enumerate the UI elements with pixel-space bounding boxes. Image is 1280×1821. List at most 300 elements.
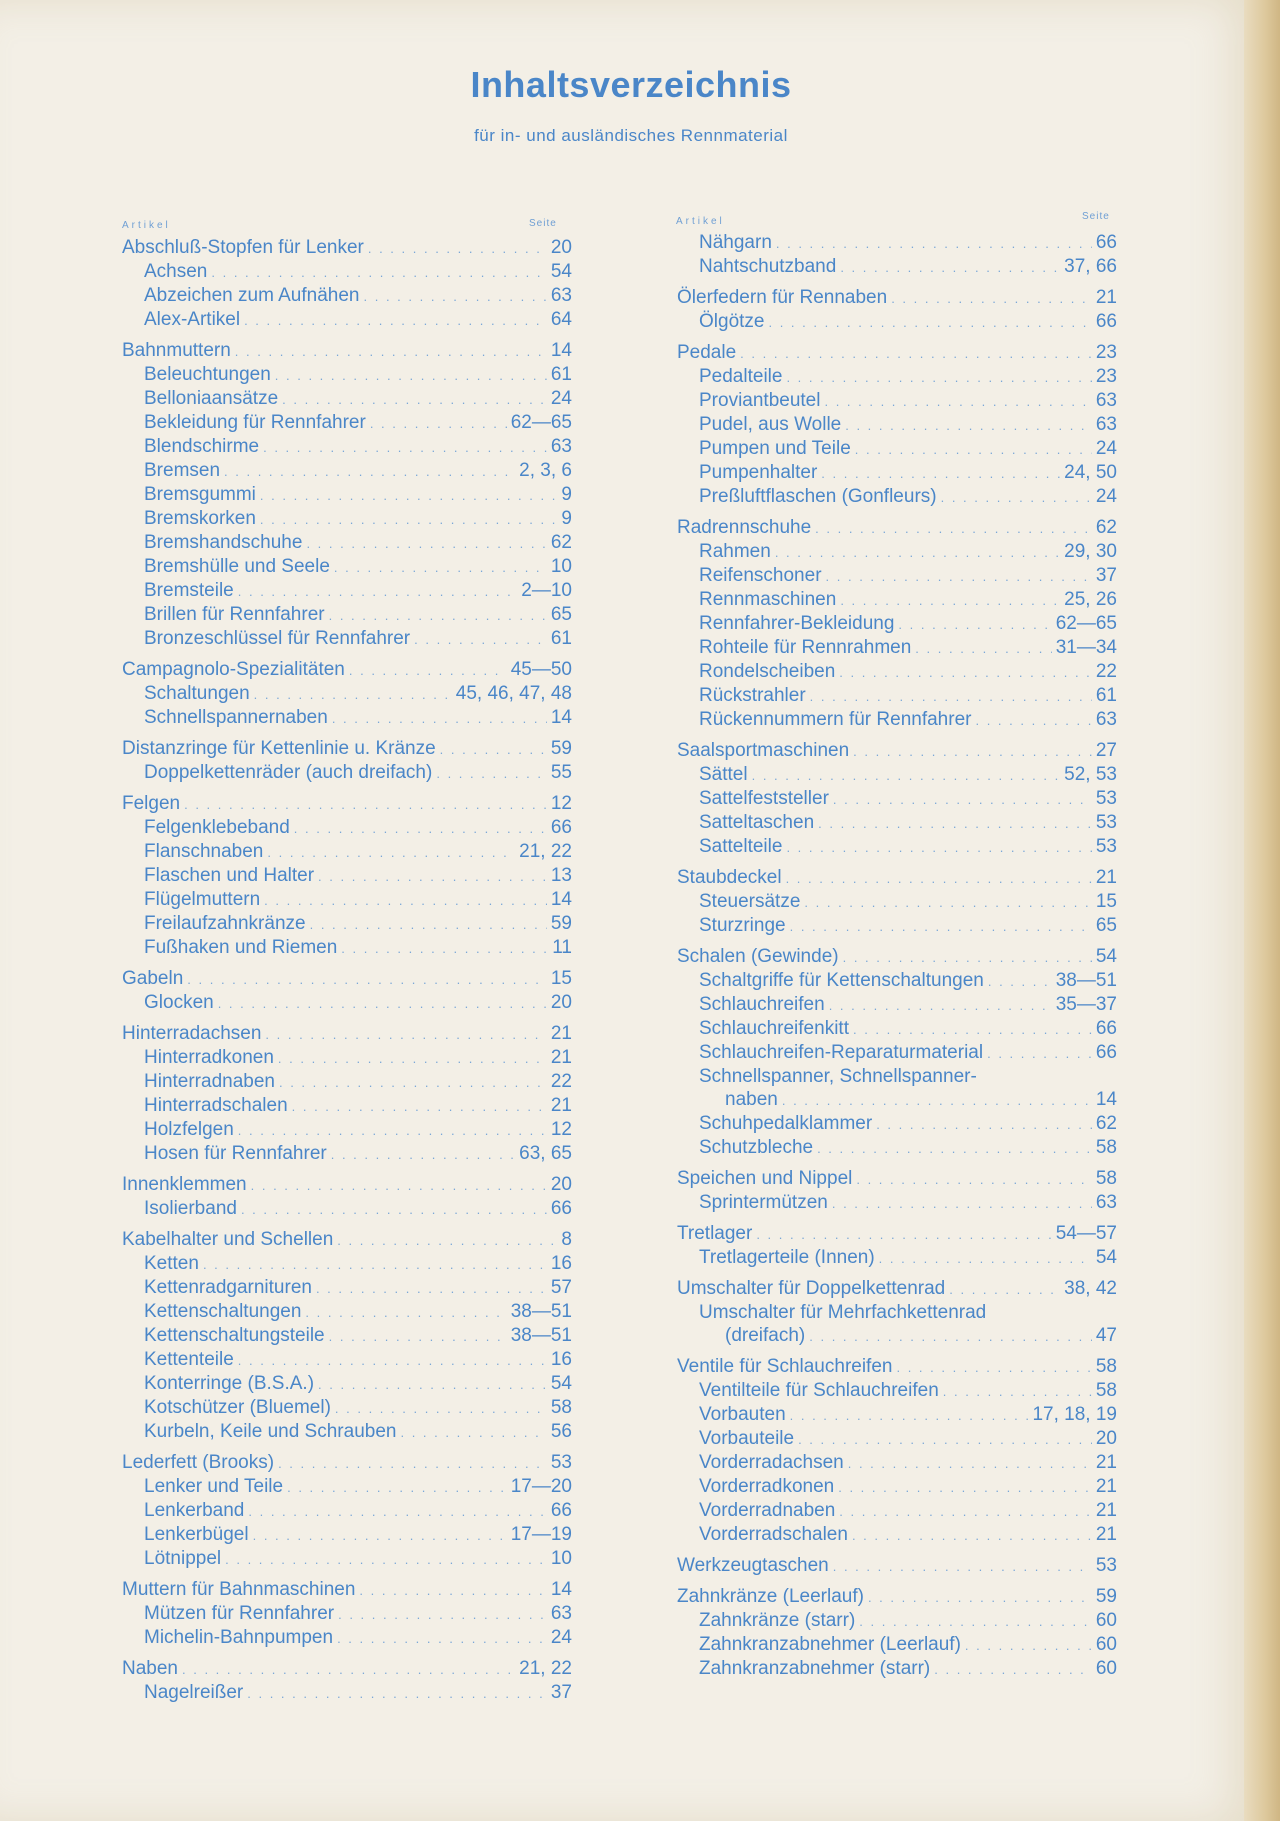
index-entry xyxy=(122,1094,572,1118)
index-entry xyxy=(122,761,572,785)
entry-page-number: 61 xyxy=(1095,685,1117,706)
index-entry xyxy=(677,1222,1117,1246)
dot-leader xyxy=(292,1095,547,1118)
entry-page-number: 20 xyxy=(550,992,572,1013)
entry-page-number: 66 xyxy=(550,1500,572,1521)
index-entry xyxy=(122,1547,572,1571)
entry-title: Proviantbeutel xyxy=(699,390,821,411)
entry-title: Bremsteile xyxy=(144,580,234,601)
index-entry xyxy=(677,1355,1117,1379)
index-entry xyxy=(122,483,572,507)
index-entry xyxy=(677,1017,1117,1041)
index-entry xyxy=(677,636,1117,660)
entry-page-number: 45, 46, 47, 48 xyxy=(455,683,572,704)
index-entry xyxy=(122,1197,572,1221)
dot-leader xyxy=(251,1174,547,1197)
dot-leader xyxy=(316,1277,547,1300)
dot-leader xyxy=(370,412,507,435)
entry-page-number: 53 xyxy=(1095,1555,1117,1576)
index-entry xyxy=(122,1324,572,1348)
index-entry xyxy=(122,1252,572,1276)
index-entry xyxy=(122,1499,572,1523)
index-entry xyxy=(122,1118,572,1142)
dot-leader xyxy=(949,1278,1060,1301)
entry-title: Ketten xyxy=(144,1253,199,1274)
entry-title: Hinterradkonen xyxy=(144,1047,274,1068)
entry-page-number: 58 xyxy=(1095,1356,1117,1377)
entry-title: Vorbauten xyxy=(699,1404,786,1425)
entry-page-number: 37 xyxy=(550,1682,572,1703)
column-2-artikel-header: Artikel xyxy=(676,216,725,227)
index-entry xyxy=(677,1403,1117,1427)
entry-title: Muttern für Bahnmaschinen xyxy=(122,1579,356,1600)
index-entry xyxy=(677,739,1117,763)
dot-leader xyxy=(790,1404,1029,1427)
entry-title: Radrennschuhe xyxy=(677,517,812,538)
entry-title: Beleuchtungen xyxy=(144,364,271,385)
index-entry xyxy=(677,1065,1117,1088)
entry-title: Staubdeckel xyxy=(677,867,782,888)
entry-title: Konterringe (B.S.A.) xyxy=(144,1373,315,1394)
entry-title: Glocken xyxy=(144,992,214,1013)
entry-title: Vorderradschalen xyxy=(699,1524,848,1545)
index-entry xyxy=(122,1602,572,1626)
dot-leader xyxy=(809,1325,1092,1348)
dot-leader xyxy=(775,541,1060,564)
entry-page-number: 20 xyxy=(550,1174,572,1195)
index-entry xyxy=(677,1277,1117,1301)
entry-page-number: 63, 65 xyxy=(519,1143,572,1164)
entry-title: Schutzbleche xyxy=(699,1137,814,1158)
entry-title: Steuersätze xyxy=(699,891,801,912)
entry-page-number: 58 xyxy=(550,1397,572,1418)
dot-leader xyxy=(248,1500,546,1523)
entry-page-number: 37 xyxy=(1095,565,1117,586)
index-entry xyxy=(122,816,572,840)
dot-leader xyxy=(282,388,547,411)
entry-title: Nagelreißer xyxy=(144,1682,244,1703)
dot-leader xyxy=(818,812,1092,835)
index-entry xyxy=(122,507,572,531)
entry-title: Bremskorken xyxy=(144,508,256,529)
index-entry xyxy=(677,365,1117,389)
index-entry xyxy=(122,1070,572,1094)
dot-leader xyxy=(868,1586,1092,1609)
index-entry xyxy=(677,286,1117,310)
page-subtitle: für in- und ausländisches Rennmaterial xyxy=(474,126,788,145)
dot-leader xyxy=(786,366,1091,389)
index-entry xyxy=(677,1499,1117,1523)
entry-page-number: 60 xyxy=(1095,1634,1117,1655)
dot-leader xyxy=(826,565,1092,588)
dot-leader xyxy=(859,1610,1092,1633)
entry-title: Kettenschaltungen xyxy=(144,1301,302,1322)
index-entry xyxy=(677,1246,1117,1270)
index-entry xyxy=(122,936,572,960)
entry-page-number: 14 xyxy=(550,340,572,361)
entry-page-number: 38, 42 xyxy=(1064,1278,1117,1299)
dot-leader xyxy=(278,1047,547,1070)
entry-title: Sprintermützen xyxy=(699,1192,828,1213)
index-entry xyxy=(677,835,1117,859)
entry-title: Schlauchreifenkitt xyxy=(699,1018,849,1039)
entry-page-number: 62 xyxy=(550,532,572,553)
entry-title: Vorderradkonen xyxy=(699,1476,835,1497)
entry-title: Naben xyxy=(122,1658,178,1679)
entry-page-number: 47 xyxy=(1095,1325,1117,1346)
entry-title: Hinterradachsen xyxy=(122,1023,262,1044)
index-entry xyxy=(122,1396,572,1420)
index-entry xyxy=(122,967,572,991)
dot-leader xyxy=(879,1247,1092,1270)
index-entry xyxy=(122,339,572,363)
dot-leader xyxy=(804,891,1091,914)
entry-page-number: 38—51 xyxy=(510,1301,572,1322)
entry-title: Schnellspannernaben xyxy=(144,707,328,728)
dot-leader xyxy=(400,1421,546,1444)
index-entry xyxy=(677,1585,1117,1609)
entry-page-number: 65 xyxy=(1095,915,1117,936)
dot-leader xyxy=(915,637,1051,660)
dot-leader xyxy=(332,707,547,730)
entry-page-number: 16 xyxy=(550,1349,572,1370)
entry-title: Kettenschaltungsteile xyxy=(144,1325,325,1346)
entry-page-number: 66 xyxy=(1095,1042,1117,1063)
dot-leader xyxy=(263,436,547,459)
dot-leader xyxy=(852,1524,1092,1547)
entry-page-number: 25, 26 xyxy=(1064,589,1117,610)
entry-title: Sturzringe xyxy=(699,915,786,936)
index-entry xyxy=(677,516,1117,540)
entry-title: Rennfahrer-Bekleidung xyxy=(699,613,895,634)
index-entry xyxy=(122,1451,572,1475)
entry-title: Sättel xyxy=(699,764,748,785)
entry-title: naben xyxy=(725,1089,778,1110)
entry-page-number: 22 xyxy=(1095,661,1117,682)
index-entry xyxy=(122,658,572,682)
index-entry xyxy=(122,1348,572,1372)
entry-page-number: 23 xyxy=(1095,366,1117,387)
index-entry xyxy=(122,531,572,555)
entry-page-number: 58 xyxy=(1095,1380,1117,1401)
entry-page-number: 21 xyxy=(1095,1500,1117,1521)
index-entry xyxy=(122,737,572,761)
entry-title: Bekleidung für Rennfahrer xyxy=(144,412,366,433)
entry-page-number: 21 xyxy=(1095,867,1117,888)
index-entry xyxy=(122,308,572,332)
index-entry xyxy=(122,387,572,411)
entry-page-number: 21 xyxy=(550,1047,572,1068)
dot-leader xyxy=(843,946,1092,969)
entry-page-number: 54 xyxy=(1095,946,1117,967)
index-entry xyxy=(677,1301,1117,1324)
entry-title: Innenklemmen xyxy=(122,1174,247,1195)
entry-page-number: 65 xyxy=(550,604,572,625)
entry-page-number: 31—34 xyxy=(1055,637,1117,658)
entry-page-number: 17—20 xyxy=(510,1476,572,1497)
index-entry xyxy=(677,1451,1117,1475)
index-entry xyxy=(122,991,572,1015)
entry-title: Kettenteile xyxy=(144,1349,234,1370)
dot-leader xyxy=(305,1301,506,1324)
entry-page-number: 14 xyxy=(1095,1089,1117,1110)
entry-title: Schaltungen xyxy=(144,683,250,704)
dot-leader xyxy=(253,1524,507,1547)
dot-leader xyxy=(856,1168,1092,1191)
index-entry xyxy=(122,284,572,308)
dot-leader xyxy=(943,1380,1092,1403)
dot-leader xyxy=(294,817,547,840)
entry-page-number: 8 xyxy=(561,1229,572,1250)
entry-title: Schalen (Gewinde) xyxy=(677,946,839,967)
dot-leader xyxy=(329,604,547,627)
entry-page-number: 13 xyxy=(550,865,572,886)
index-entry xyxy=(122,1372,572,1396)
dot-leader xyxy=(855,438,1092,461)
index-entry xyxy=(677,1041,1117,1065)
index-entry xyxy=(677,612,1117,636)
index-entry xyxy=(677,413,1117,437)
dot-leader xyxy=(853,1018,1092,1041)
entry-title: Ventilteile für Schlauchreifen xyxy=(699,1380,939,1401)
entry-title: Michelin-Bahnpumpen xyxy=(144,1627,334,1648)
entry-page-number: 12 xyxy=(550,793,572,814)
index-entry xyxy=(677,945,1117,969)
dot-leader xyxy=(241,1198,547,1221)
dot-leader xyxy=(988,970,1052,993)
dot-leader xyxy=(821,462,1060,485)
entry-title: Bronzeschlüssel für Rennfahrer xyxy=(144,628,411,649)
dot-leader xyxy=(987,1042,1092,1065)
entry-title: Doppelkettenräder (auch dreifach) xyxy=(144,762,433,783)
entry-page-number: 66 xyxy=(550,1198,572,1219)
entry-title: Werkzeugtaschen xyxy=(677,1555,829,1576)
index-entry xyxy=(677,461,1117,485)
dot-leader xyxy=(898,613,1051,636)
index-entry xyxy=(122,1681,572,1705)
index-entry xyxy=(122,1300,572,1324)
dot-leader xyxy=(278,1452,547,1475)
entry-title: Tretlager xyxy=(677,1223,753,1244)
index-entry xyxy=(677,341,1117,365)
index-entry xyxy=(122,888,572,912)
entry-page-number: 63 xyxy=(550,1603,572,1624)
dot-leader xyxy=(756,1223,1051,1246)
entry-title: Bahnmuttern xyxy=(122,340,231,361)
index-entry xyxy=(122,1022,572,1046)
dot-leader xyxy=(238,1119,547,1142)
entry-title: Vorbauteile xyxy=(699,1428,795,1449)
index-entry xyxy=(122,792,572,816)
entry-page-number: 20 xyxy=(1095,1428,1117,1449)
index-entry xyxy=(677,389,1117,413)
column-1-seite-header: Seite xyxy=(529,218,557,229)
dot-leader xyxy=(832,1192,1092,1215)
dot-leader xyxy=(279,1071,547,1094)
entry-title: Sattelteile xyxy=(699,836,783,857)
dot-leader xyxy=(839,1500,1092,1523)
entry-page-number: 23 xyxy=(1095,342,1117,363)
index-entry xyxy=(677,1136,1117,1160)
dot-leader xyxy=(740,342,1092,365)
entry-title: Schaltgriffe für Kettenschaltungen xyxy=(699,970,984,991)
index-entry xyxy=(677,231,1117,255)
index-entry xyxy=(677,1554,1117,1578)
index-entry xyxy=(677,993,1117,1017)
dot-leader xyxy=(260,508,558,531)
dot-leader xyxy=(187,968,547,991)
entry-page-number: 66 xyxy=(550,817,572,838)
entry-title: Flaschen und Halter xyxy=(144,865,315,886)
dot-leader xyxy=(838,1476,1092,1499)
dot-leader xyxy=(891,287,1092,310)
entry-title: Schlauchreifen xyxy=(699,994,825,1015)
dot-leader xyxy=(341,937,548,960)
entry-title: Vorderradnaben xyxy=(699,1500,836,1521)
index-entry xyxy=(122,1420,572,1444)
dot-leader xyxy=(334,556,547,579)
index-entry xyxy=(677,1609,1117,1633)
entry-title: Ölgötze xyxy=(699,311,765,332)
dot-leader xyxy=(790,915,1092,938)
dot-leader xyxy=(815,517,1092,540)
entry-page-number: 59 xyxy=(550,738,572,759)
index-entry xyxy=(677,914,1117,938)
entry-page-number: 21 xyxy=(1095,1476,1117,1497)
entry-title: (dreifach) xyxy=(725,1325,806,1346)
entry-page-number: 63 xyxy=(1095,709,1117,730)
dot-leader xyxy=(848,1452,1092,1475)
entry-title: Pedale xyxy=(677,342,737,363)
dot-leader xyxy=(265,1023,546,1046)
index-entry xyxy=(122,864,572,888)
entry-page-number: 17, 18, 19 xyxy=(1032,1404,1117,1425)
entry-title: Umschalter für Mehrfachkettenrad xyxy=(699,1302,987,1323)
dot-leader xyxy=(337,1229,557,1252)
entry-page-number: 21, 22 xyxy=(519,1658,572,1679)
entry-title: Holzfelgen xyxy=(144,1119,234,1140)
entry-page-number: 52, 53 xyxy=(1064,764,1117,785)
entry-page-number: 63 xyxy=(1095,390,1117,411)
index-entry xyxy=(677,255,1117,279)
entry-title: Ölerfedern für Rennaben xyxy=(677,287,888,308)
entry-page-number: 66 xyxy=(1095,1018,1117,1039)
dot-leader xyxy=(287,1476,507,1499)
entry-page-number: 54 xyxy=(550,1373,572,1394)
entry-title: Preßluftflaschen (Gonfleurs) xyxy=(699,486,937,507)
entry-title: Bremshandschuhe xyxy=(144,532,303,553)
entry-page-number: 53 xyxy=(550,1452,572,1473)
entry-page-number: 21 xyxy=(1095,1452,1117,1473)
dot-leader xyxy=(254,683,452,706)
index-entry xyxy=(677,763,1117,787)
entry-title: Belloniaansätze xyxy=(144,388,279,409)
index-entry xyxy=(122,555,572,579)
index-entry xyxy=(122,1046,572,1070)
dot-leader xyxy=(267,841,515,864)
entry-page-number: 29, 30 xyxy=(1064,541,1117,562)
entry-page-number: 54 xyxy=(550,261,572,282)
entry-title: Satteltaschen xyxy=(699,812,815,833)
dot-leader xyxy=(824,390,1091,413)
entry-page-number: 53 xyxy=(1095,836,1117,857)
entry-page-number: 20 xyxy=(550,237,572,258)
entry-title: Schlauchreifen-Reparaturmaterial xyxy=(699,1042,984,1063)
dot-leader xyxy=(364,285,547,308)
dot-leader xyxy=(776,232,1092,255)
entry-page-number: 11 xyxy=(552,937,572,958)
index-entry xyxy=(677,1657,1117,1681)
entry-page-number: 62 xyxy=(1095,517,1117,538)
dot-leader xyxy=(218,992,547,1015)
dot-leader xyxy=(817,1137,1092,1160)
entry-page-number: 24 xyxy=(550,1627,572,1648)
dot-leader xyxy=(331,1143,515,1166)
entry-page-number: 53 xyxy=(1095,788,1117,809)
dot-leader xyxy=(247,1682,547,1705)
dot-leader xyxy=(224,460,515,483)
index-entry xyxy=(122,1142,572,1166)
index-entry xyxy=(122,435,572,459)
dot-leader xyxy=(840,589,1060,612)
dot-leader xyxy=(810,685,1092,708)
entry-page-number: 10 xyxy=(550,1548,572,1569)
dot-leader xyxy=(833,788,1092,811)
entry-page-number: 9 xyxy=(561,484,572,505)
entry-title: Flanschnaben xyxy=(144,841,264,862)
entry-title: Schnellspanner, Schnellspanner- xyxy=(699,1066,977,1087)
entry-page-number: 66 xyxy=(1095,311,1117,332)
entry-page-number: 22 xyxy=(550,1071,572,1092)
index-entry xyxy=(677,1088,1117,1112)
index-entry xyxy=(122,579,572,603)
entry-page-number: 58 xyxy=(1095,1168,1117,1189)
dot-leader xyxy=(829,994,1052,1017)
entry-title: Brillen für Rennfahrer xyxy=(144,604,325,625)
entry-title: Abschluß-Stopfen für Lenker xyxy=(122,237,364,258)
entry-page-number: 24, 50 xyxy=(1064,462,1117,483)
entry-page-number: 54—57 xyxy=(1055,1223,1117,1244)
entry-page-number: 54 xyxy=(1095,1247,1117,1268)
index-entry xyxy=(677,588,1117,612)
entry-title: Pedalteile xyxy=(699,366,783,387)
entry-title: Alex-Artikel xyxy=(144,309,241,330)
entry-title: Rennmaschinen xyxy=(699,589,837,610)
entry-page-number: 17—19 xyxy=(510,1524,572,1545)
dot-leader xyxy=(238,580,518,603)
index-entry xyxy=(677,485,1117,509)
index-entry xyxy=(677,1324,1117,1348)
entry-title: Hosen für Rennfahrer xyxy=(144,1143,327,1164)
dot-leader xyxy=(934,1658,1092,1681)
entry-title: Lötnippel xyxy=(144,1548,222,1569)
entry-page-number: 66 xyxy=(1095,232,1117,253)
entry-title: Rohteile für Rennrahmen xyxy=(699,637,912,658)
entry-title: Rahmen xyxy=(699,541,771,562)
index-entry xyxy=(122,1173,572,1197)
dot-leader xyxy=(440,738,547,761)
index-entry xyxy=(677,1112,1117,1136)
index-entry xyxy=(122,603,572,627)
entry-title: Lenkerband xyxy=(144,1500,245,1521)
entry-page-number: 38—51 xyxy=(510,1325,572,1346)
index-entry xyxy=(122,459,572,483)
entry-title: Blendschirme xyxy=(144,436,260,457)
entry-title: Achsen xyxy=(144,261,208,282)
entry-title: Lenker und Teile xyxy=(144,1476,284,1497)
dot-leader xyxy=(368,237,547,260)
index-entry xyxy=(677,890,1117,914)
